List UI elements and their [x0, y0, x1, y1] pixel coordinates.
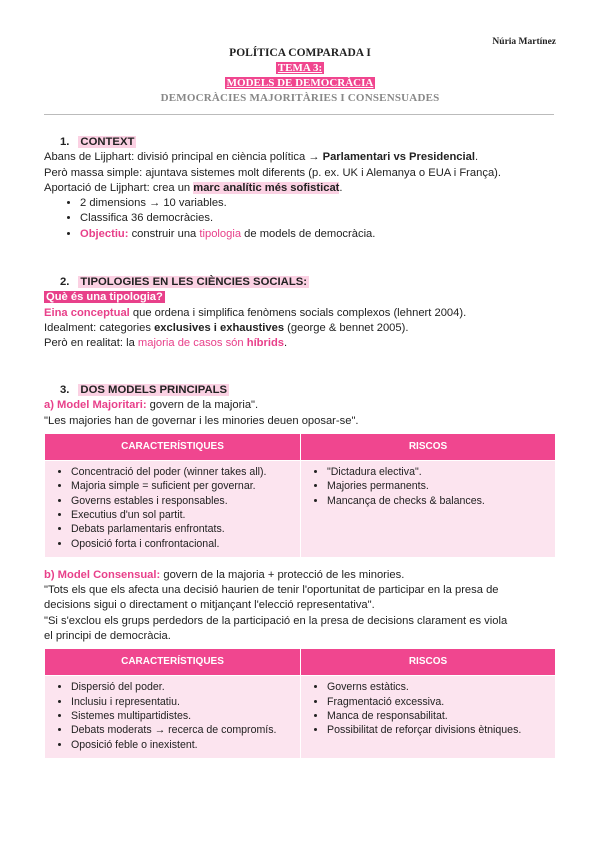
list-item: • Possibilitat de reforçar divisions ètniques.	[327, 723, 551, 737]
majoritarian-risks-cell	[301, 460, 556, 557]
consensual-quote-2a: "Si s'exclou els grups perdedors de la participació en la presa de decisions clarament es viola	[44, 614, 508, 627]
typology-line-3: Però en realitat: la majoria de casos són híbrids.	[44, 337, 288, 350]
section-typologies	[44, 275, 559, 351]
majoritarian-characteristics-cell	[45, 460, 301, 557]
section-context	[44, 135, 559, 242]
list-item: • Oposició feble o inexistent.	[71, 738, 296, 752]
typology-line-2: Idealment: categories exclusives i exhaustives (george & bennet 2005).	[44, 321, 409, 334]
consensual-table	[44, 648, 556, 759]
context-line-3: Aportació de Lijphart: crea un marc analític més sofisticat.	[44, 181, 343, 194]
course-title: POLÍTICA COMPARADA I	[229, 47, 371, 59]
header-divider	[44, 114, 554, 115]
list-item: • Classifica 36 democràcies.	[80, 211, 559, 226]
context-line-2: Però massa simple: ajuntava sistemes molt diferents (p. ex. UK i Alemanya o EUA i França).	[44, 166, 502, 179]
list-item: • Manca de responsabilitat.	[327, 709, 551, 723]
subtitle: DEMOCRÀCIES MAJORITÀRIES I CONSENSUADES	[160, 92, 440, 104]
list-item: • Concentració del poder (winner takes all).	[71, 465, 296, 479]
column-header-risks: RISCOS	[301, 649, 556, 676]
list-item: • Governs estàtics.	[327, 680, 551, 694]
section-models	[44, 383, 559, 558]
list-item: • Mancança de checks & balances.	[327, 494, 551, 508]
majoritarian-quote: "Les majories han de governar i les minories deuen oposar-se".	[44, 414, 359, 427]
consensual-characteristics-cell	[45, 676, 301, 759]
majoritarian-definition: a) Model Majoritari: govern de la majoria".	[44, 399, 259, 412]
list-item: • Majoria simple = suficient per governar.	[71, 479, 296, 493]
unit-title: TEMA 3:	[277, 62, 323, 74]
section-title-models: 3. DOS MODELS PRINCIPALS	[60, 384, 228, 396]
column-header-risks: RISCOS	[301, 433, 556, 460]
column-header-characteristics: CARACTERÍSTIQUES	[45, 649, 301, 676]
typology-line-1: Eina conceptual que ordena i simplifica fenòmens socials complexos (lehnert 2004).	[44, 306, 467, 319]
author-name: Núria Martínez	[492, 37, 556, 47]
list-item: • Inclusiu i representatiu.	[71, 695, 296, 709]
consensual-block	[44, 568, 559, 759]
list-item: • Dispersió del poder.	[71, 680, 296, 694]
list-item: • Executius d'un sol partit.	[71, 508, 296, 522]
list-item: • 2 dimensions → 10 variables.	[80, 196, 559, 211]
consensual-definition: b) Model Consensual: govern de la majoria + protecció de les minories.	[44, 569, 405, 581]
list-item: • "Dictadura electiva".	[327, 465, 551, 479]
list-item: • Debats parlamentaris enfrontats.	[71, 522, 296, 536]
list-item: • Fragmentació excessiva.	[327, 695, 551, 709]
list-item: • Debats moderats → recerca de compromís.	[71, 723, 296, 737]
section-title-context: 1. CONTEXT	[60, 136, 135, 148]
context-bullets	[44, 196, 559, 242]
list-item: • Majories permanents.	[327, 479, 551, 493]
section-title-typologies: 2. TIPOLOGIES EN LES CIÈNCIES SOCIALS:	[60, 276, 308, 288]
consensual-quote-2b: el principi de democràcia.	[44, 629, 171, 642]
majoritarian-table	[44, 433, 556, 558]
context-line-1: Abans de Lijphart: divisió principal en ciència política → Parlamentari vs Presidencial.	[44, 151, 479, 164]
topic-title: MODELS DE DEMOCRÀCIA	[226, 77, 374, 89]
consensual-risks-cell	[301, 676, 556, 759]
consensual-quote-1b: decisions sigui o directament o mitjançant l'elecció representativa".	[44, 599, 375, 612]
list-item: • Oposició forta i confrontacional.	[71, 537, 296, 551]
column-header-characteristics: CARACTERÍSTIQUES	[45, 433, 301, 460]
list-item: • Sistemes multipartidistes.	[71, 709, 296, 723]
typology-question: Què és una tipologia?	[46, 291, 163, 304]
consensual-quote-1a: "Tots els que els afecta una decisió haurien de tenir l'oportunitat de participar en la presa de	[44, 584, 499, 597]
list-item: • Objectiu: construir una tipologia de models de democràcia.	[80, 227, 559, 242]
list-item: • Governs estables i responsables.	[71, 494, 296, 508]
